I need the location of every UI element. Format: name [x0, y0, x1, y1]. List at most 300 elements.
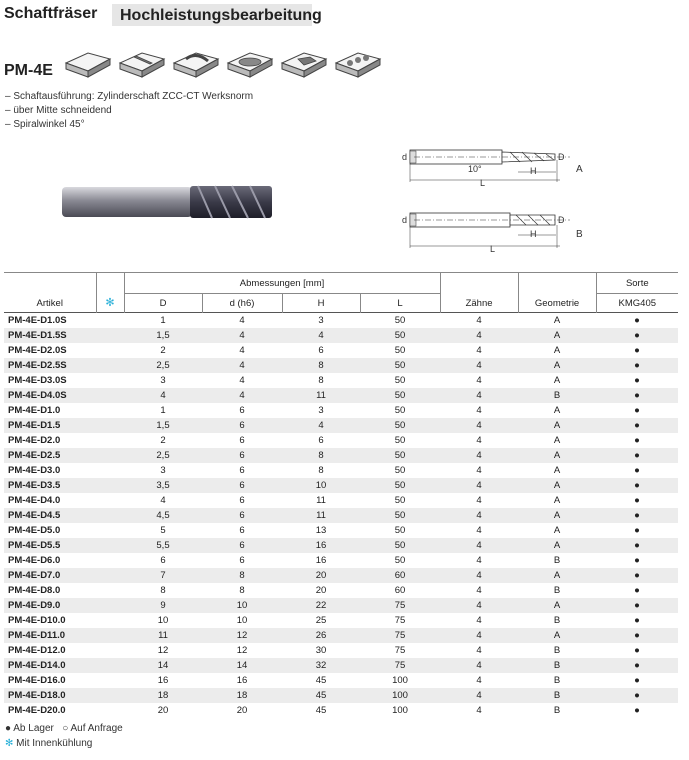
cell-H: 11 — [316, 495, 326, 506]
cell-z: 4 — [476, 345, 482, 356]
col-header-geometrie: Geometrie — [518, 273, 596, 313]
cell-d: 4 — [239, 315, 245, 326]
legend-availability — [5, 721, 123, 736]
cell-geo: B — [553, 660, 561, 671]
col-header-d: d (h6) — [202, 294, 282, 313]
legend-on-request: ○ Auf Anfrage — [62, 723, 123, 734]
cell-d: 6 — [239, 420, 245, 431]
cell-D: 7 — [160, 570, 166, 581]
dim-cutting-diameter-label: D — [558, 215, 565, 225]
cooling-cell — [96, 523, 124, 538]
cell-grade: ● — [634, 645, 640, 656]
cell-H: 20 — [315, 585, 327, 596]
dim-cutting-diameter-label: D — [558, 152, 565, 162]
cell-L: 50 — [394, 345, 406, 356]
cooling-cell — [96, 328, 124, 343]
cell-D: 2,5 — [156, 360, 170, 371]
article-number: PM-4E-D16.0 — [8, 675, 66, 686]
article-number: PM-4E-D4.5 — [8, 510, 61, 521]
article-number: PM-4E-D12.0 — [8, 645, 66, 656]
cell-geo: A — [553, 315, 561, 326]
cell-z: 4 — [476, 555, 482, 566]
cell-L: 60 — [394, 585, 406, 596]
cell-D: 10 — [157, 615, 169, 626]
dim-flute-length-label: H — [530, 166, 537, 176]
cell-z: 4 — [476, 615, 482, 626]
cooling-cell — [96, 358, 124, 373]
cell-z: 4 — [476, 585, 482, 596]
cell-d: 6 — [239, 450, 245, 461]
cell-D: 12 — [157, 645, 169, 656]
table-row — [4, 523, 678, 538]
cooling-cell — [96, 508, 124, 523]
article-number: PM-4E-D5.0 — [8, 525, 61, 536]
cell-d: 6 — [239, 495, 245, 506]
cell-H: 8 — [318, 465, 324, 476]
cell-z: 4 — [476, 570, 482, 581]
table-row — [4, 508, 678, 523]
cooling-cell — [96, 373, 124, 388]
cell-d: 10 — [236, 600, 248, 611]
cell-d: 6 — [239, 435, 245, 446]
table-row — [4, 568, 678, 583]
cell-grade: ● — [634, 435, 640, 446]
cell-grade: ● — [634, 330, 640, 341]
cell-grade: ● — [634, 510, 640, 521]
cell-D: 18 — [157, 690, 169, 701]
table-row — [4, 628, 678, 643]
table-row — [4, 658, 678, 673]
cell-z: 4 — [476, 645, 482, 656]
cell-z: 4 — [476, 540, 482, 551]
product-model: PM-4E — [4, 62, 53, 79]
cell-H: 6 — [318, 345, 324, 356]
cell-D: 16 — [157, 675, 169, 686]
feature-item: – über Mitte schneidend — [5, 105, 112, 116]
table-row — [4, 673, 678, 688]
cell-geo: A — [553, 540, 561, 551]
cell-L: 50 — [394, 525, 406, 536]
cell-D: 4 — [160, 495, 166, 506]
end-mill-photo — [60, 180, 280, 226]
cell-d: 6 — [239, 480, 245, 491]
feature-item: – Schaftausführung: Zylinderschaft ZCC-CT Werksnorm — [5, 91, 254, 102]
cell-D: 6 — [160, 555, 166, 566]
cell-D: 2 — [160, 435, 166, 446]
table-row — [4, 598, 678, 613]
cell-L: 50 — [394, 450, 406, 461]
article-number: PM-4E-D1.5 — [8, 420, 61, 431]
article-number: PM-4E-D18.0 — [8, 690, 66, 701]
cooling-cell — [96, 553, 124, 568]
cell-z: 4 — [476, 510, 482, 521]
cell-H: 8 — [318, 450, 324, 461]
cell-H: 11 — [316, 510, 326, 521]
cooling-cell — [96, 343, 124, 358]
cell-d: 8 — [239, 585, 245, 596]
col-header-artikel: Artikel — [4, 273, 96, 313]
article-number: PM-4E-D2.5S — [8, 360, 67, 371]
cell-L: 50 — [394, 375, 406, 386]
cooling-cell — [96, 703, 124, 718]
article-number: PM-4E-D4.0 — [8, 495, 61, 506]
legend-cooling-label: Mit Innenkühlung — [16, 738, 93, 749]
table-row — [4, 403, 678, 418]
cell-L: 75 — [394, 660, 406, 671]
table-row — [4, 388, 678, 403]
cooling-cell — [96, 673, 124, 688]
cell-d: 12 — [236, 630, 248, 641]
cell-d: 4 — [239, 375, 245, 386]
article-number: PM-4E-D6.0 — [8, 555, 61, 566]
cell-d: 6 — [239, 405, 245, 416]
category-title: Schaftfräser — [4, 5, 98, 22]
legend-cooling — [5, 736, 123, 751]
cell-grade: ● — [634, 390, 640, 401]
cooling-cell — [96, 598, 124, 613]
slot-milling-icon — [116, 37, 168, 79]
cell-grade: ● — [634, 585, 640, 596]
col-header-H: H — [282, 294, 360, 313]
cell-z: 4 — [476, 690, 482, 701]
article-number: PM-4E-D10.0 — [8, 615, 66, 626]
cell-d: 14 — [236, 660, 248, 671]
cell-d: 4 — [239, 345, 245, 356]
cell-L: 75 — [394, 600, 406, 611]
cell-H: 3 — [318, 405, 324, 416]
cell-grade: ● — [634, 525, 640, 536]
cell-d: 4 — [239, 330, 245, 341]
cell-z: 4 — [476, 435, 482, 446]
table-row — [4, 433, 678, 448]
table-row — [4, 493, 678, 508]
table-row — [4, 313, 678, 329]
cell-geo: B — [553, 585, 561, 596]
table-row — [4, 448, 678, 463]
cell-L: 60 — [394, 570, 406, 581]
cell-z: 4 — [476, 600, 482, 611]
article-number: PM-4E-D1.5S — [8, 330, 67, 341]
cell-grade: ● — [634, 345, 640, 356]
cell-grade: ● — [634, 600, 640, 611]
cell-d: 20 — [236, 705, 248, 716]
cell-grade: ● — [634, 540, 640, 551]
cell-grade: ● — [634, 465, 640, 476]
cell-L: 75 — [394, 615, 406, 626]
cell-H: 45 — [315, 675, 327, 686]
drawing-geometry — [400, 140, 600, 255]
article-number: PM-4E-D5.5 — [8, 540, 61, 551]
section-tab-label: Hochleistungsbearbeitung — [120, 7, 322, 24]
cell-d: 4 — [239, 360, 245, 371]
operation-icons — [62, 37, 382, 79]
article-number: PM-4E-D8.0 — [8, 585, 61, 596]
cell-d: 6 — [239, 465, 245, 476]
cooling-icon: ✻ — [96, 273, 124, 313]
cell-D: 5 — [160, 525, 166, 536]
cooling-cell — [96, 433, 124, 448]
cell-grade: ● — [634, 405, 640, 416]
cell-geo: A — [553, 420, 561, 431]
article-number: PM-4E-D3.0 — [8, 465, 61, 476]
specification-rows — [4, 313, 678, 719]
cell-H: 8 — [318, 375, 324, 386]
table-row — [4, 418, 678, 433]
cell-z: 4 — [476, 390, 482, 401]
cell-H: 6 — [318, 435, 324, 446]
cell-grade: ● — [634, 495, 640, 506]
cell-z: 4 — [476, 465, 482, 476]
cell-H: 45 — [315, 690, 327, 701]
cell-L: 50 — [394, 360, 406, 371]
dim-flute-length-label: H — [530, 229, 537, 239]
cell-H: 26 — [315, 630, 327, 641]
article-number: PM-4E-D3.5 — [8, 480, 61, 491]
cell-d: 4 — [239, 390, 245, 401]
cooling-cell — [96, 628, 124, 643]
col-header-grade: KMG405 — [596, 294, 678, 313]
table-row — [4, 613, 678, 628]
cell-z: 4 — [476, 405, 482, 416]
technical-drawing — [400, 140, 600, 255]
cell-geo: A — [553, 480, 561, 491]
cell-H: 11 — [316, 390, 326, 401]
cell-H: 32 — [315, 660, 327, 671]
cell-L: 50 — [394, 315, 406, 326]
table-row — [4, 463, 678, 478]
article-number: PM-4E-D7.0 — [8, 570, 61, 581]
dim-overall-length-label: L — [480, 178, 486, 188]
cooling-cell — [96, 493, 124, 508]
legend — [5, 721, 123, 751]
feature-list — [5, 90, 253, 132]
cooling-cell — [96, 538, 124, 553]
cell-geo: A — [553, 360, 561, 371]
cell-d: 6 — [239, 555, 245, 566]
cell-H: 8 — [318, 360, 324, 371]
cell-z: 4 — [476, 495, 482, 506]
cell-d: 8 — [239, 570, 245, 581]
cell-L: 100 — [392, 690, 408, 701]
cell-H: 16 — [315, 555, 327, 566]
cell-H: 13 — [315, 525, 327, 536]
dim-shank-diameter-label: d — [402, 152, 408, 162]
cell-L: 100 — [392, 675, 408, 686]
cell-geo: A — [553, 510, 561, 521]
col-header-abmessungen: Abmessungen [mm] — [124, 273, 440, 294]
cell-grade: ● — [634, 420, 640, 431]
type-a-label: A — [576, 164, 583, 175]
cell-L: 75 — [394, 645, 406, 656]
cell-geo: A — [553, 465, 561, 476]
specification-table — [4, 272, 678, 718]
table-row — [4, 643, 678, 658]
col-header-sorte: Sorte — [596, 273, 678, 294]
cell-geo: B — [553, 555, 561, 566]
groove-milling-icon — [170, 37, 222, 79]
cooling-cell — [96, 658, 124, 673]
cell-geo: A — [553, 495, 561, 506]
cell-grade: ● — [634, 375, 640, 386]
article-number: PM-4E-D20.0 — [8, 705, 66, 716]
cell-geo: A — [553, 450, 561, 461]
table-row — [4, 343, 678, 358]
cell-grade: ● — [634, 555, 640, 566]
cell-z: 4 — [476, 420, 482, 431]
col-header-zaehne: Zähne — [440, 273, 518, 313]
cooling-cell — [96, 613, 124, 628]
article-number: PM-4E-D9.0 — [8, 600, 61, 611]
cell-L: 50 — [394, 420, 406, 431]
cell-d: 6 — [239, 540, 245, 551]
cooling-cell — [96, 643, 124, 658]
cooling-cell — [96, 313, 124, 329]
cell-geo: A — [553, 375, 561, 386]
cell-grade: ● — [634, 660, 640, 671]
cell-geo: B — [553, 390, 561, 401]
pocket-milling-icon — [224, 37, 276, 79]
cell-d: 10 — [236, 615, 248, 626]
cell-D: 1,5 — [156, 420, 170, 431]
cell-z: 4 — [476, 450, 482, 461]
cooling-cell — [96, 448, 124, 463]
col-header-L: L — [360, 294, 440, 313]
cooling-cell — [96, 478, 124, 493]
cell-H: 10 — [315, 480, 327, 491]
dim-shank-diameter-label: d — [402, 215, 408, 225]
cell-L: 50 — [394, 540, 406, 551]
cell-L: 50 — [394, 435, 406, 446]
dim-angle-label: 10° — [468, 164, 482, 174]
table-row — [4, 553, 678, 568]
cell-L: 50 — [394, 390, 406, 401]
plunge-milling-icon — [332, 37, 384, 79]
cell-H: 4 — [318, 420, 324, 431]
cell-D: 4 — [160, 390, 166, 401]
cell-D: 3 — [160, 465, 166, 476]
cell-geo: B — [553, 645, 561, 656]
cell-H: 30 — [315, 645, 327, 656]
cell-geo: A — [553, 525, 561, 536]
cell-grade: ● — [634, 615, 640, 626]
cooling-cell — [96, 418, 124, 433]
cell-L: 50 — [394, 465, 406, 476]
cell-D: 14 — [157, 660, 169, 671]
table-row — [4, 583, 678, 598]
cell-z: 4 — [476, 360, 482, 371]
cell-z: 4 — [476, 630, 482, 641]
cell-H: 20 — [315, 570, 327, 581]
cell-D: 1 — [160, 315, 166, 326]
article-number: PM-4E-D11.0 — [8, 630, 66, 641]
cell-H: 22 — [315, 600, 327, 611]
cell-D: 2 — [160, 345, 166, 356]
table-row — [4, 328, 678, 343]
article-number: PM-4E-D4.0S — [8, 390, 67, 401]
cell-grade: ● — [634, 705, 640, 716]
cell-z: 4 — [476, 330, 482, 341]
cell-H: 4 — [318, 330, 324, 341]
article-number: PM-4E-D14.0 — [8, 660, 66, 671]
cooling-cell — [96, 403, 124, 418]
cell-z: 4 — [476, 705, 482, 716]
cooling-cell — [96, 463, 124, 478]
cell-grade: ● — [634, 360, 640, 371]
feature-item: – Spiralwinkel 45° — [5, 119, 85, 130]
table-row — [4, 478, 678, 493]
cell-grade: ● — [634, 675, 640, 686]
cell-geo: A — [553, 405, 561, 416]
table-row — [4, 688, 678, 703]
cell-geo: A — [553, 630, 561, 641]
cooling-icon: ✻ — [5, 738, 14, 749]
cell-d: 12 — [236, 645, 248, 656]
cell-z: 4 — [476, 525, 482, 536]
article-number: PM-4E-D2.0S — [8, 345, 67, 356]
cell-grade: ● — [634, 690, 640, 701]
cell-geo: A — [553, 435, 561, 446]
section-tab — [112, 4, 322, 26]
article-number: PM-4E-D1.0 — [8, 405, 61, 416]
cell-D: 1,5 — [156, 330, 170, 341]
cell-z: 4 — [476, 660, 482, 671]
table-row — [4, 703, 678, 718]
cell-geo: B — [553, 690, 561, 701]
cell-H: 3 — [318, 315, 324, 326]
cell-L: 50 — [394, 480, 406, 491]
cell-D: 3 — [160, 375, 166, 386]
cell-grade: ● — [634, 630, 640, 641]
cell-geo: A — [553, 330, 561, 341]
cooling-cell — [96, 583, 124, 598]
cell-geo: B — [553, 615, 561, 626]
cell-L: 50 — [394, 555, 406, 566]
article-number: PM-4E-D2.5 — [8, 450, 61, 461]
cell-d: 6 — [239, 510, 245, 521]
cell-d: 6 — [239, 525, 245, 536]
article-number: PM-4E-D3.0S — [8, 375, 67, 386]
table-row — [4, 358, 678, 373]
cooling-cell — [96, 568, 124, 583]
cell-D: 20 — [157, 705, 169, 716]
cell-geo: B — [553, 675, 561, 686]
cell-D: 1 — [160, 405, 166, 416]
dim-overall-length-label: L — [490, 244, 496, 254]
cell-d: 16 — [236, 675, 248, 686]
cell-grade: ● — [634, 315, 640, 326]
cell-z: 4 — [476, 675, 482, 686]
col-header-D: D — [124, 294, 202, 313]
cell-D: 5,5 — [156, 540, 170, 551]
table-row — [4, 538, 678, 553]
cell-H: 25 — [315, 615, 327, 626]
cell-geo: A — [553, 600, 561, 611]
cell-D: 11 — [158, 630, 168, 641]
article-number: PM-4E-D2.0 — [8, 435, 61, 446]
cell-geo: A — [553, 345, 561, 356]
cell-geo: A — [553, 570, 561, 581]
contour-milling-icon — [278, 37, 330, 79]
cell-D: 4,5 — [156, 510, 170, 521]
cell-z: 4 — [476, 375, 482, 386]
cell-H: 45 — [315, 705, 327, 716]
cell-grade: ● — [634, 570, 640, 581]
cell-L: 75 — [394, 630, 406, 641]
cell-z: 4 — [476, 315, 482, 326]
legend-stock: ● Ab Lager — [5, 723, 54, 734]
cell-z: 4 — [476, 480, 482, 491]
cell-geo: B — [553, 705, 561, 716]
